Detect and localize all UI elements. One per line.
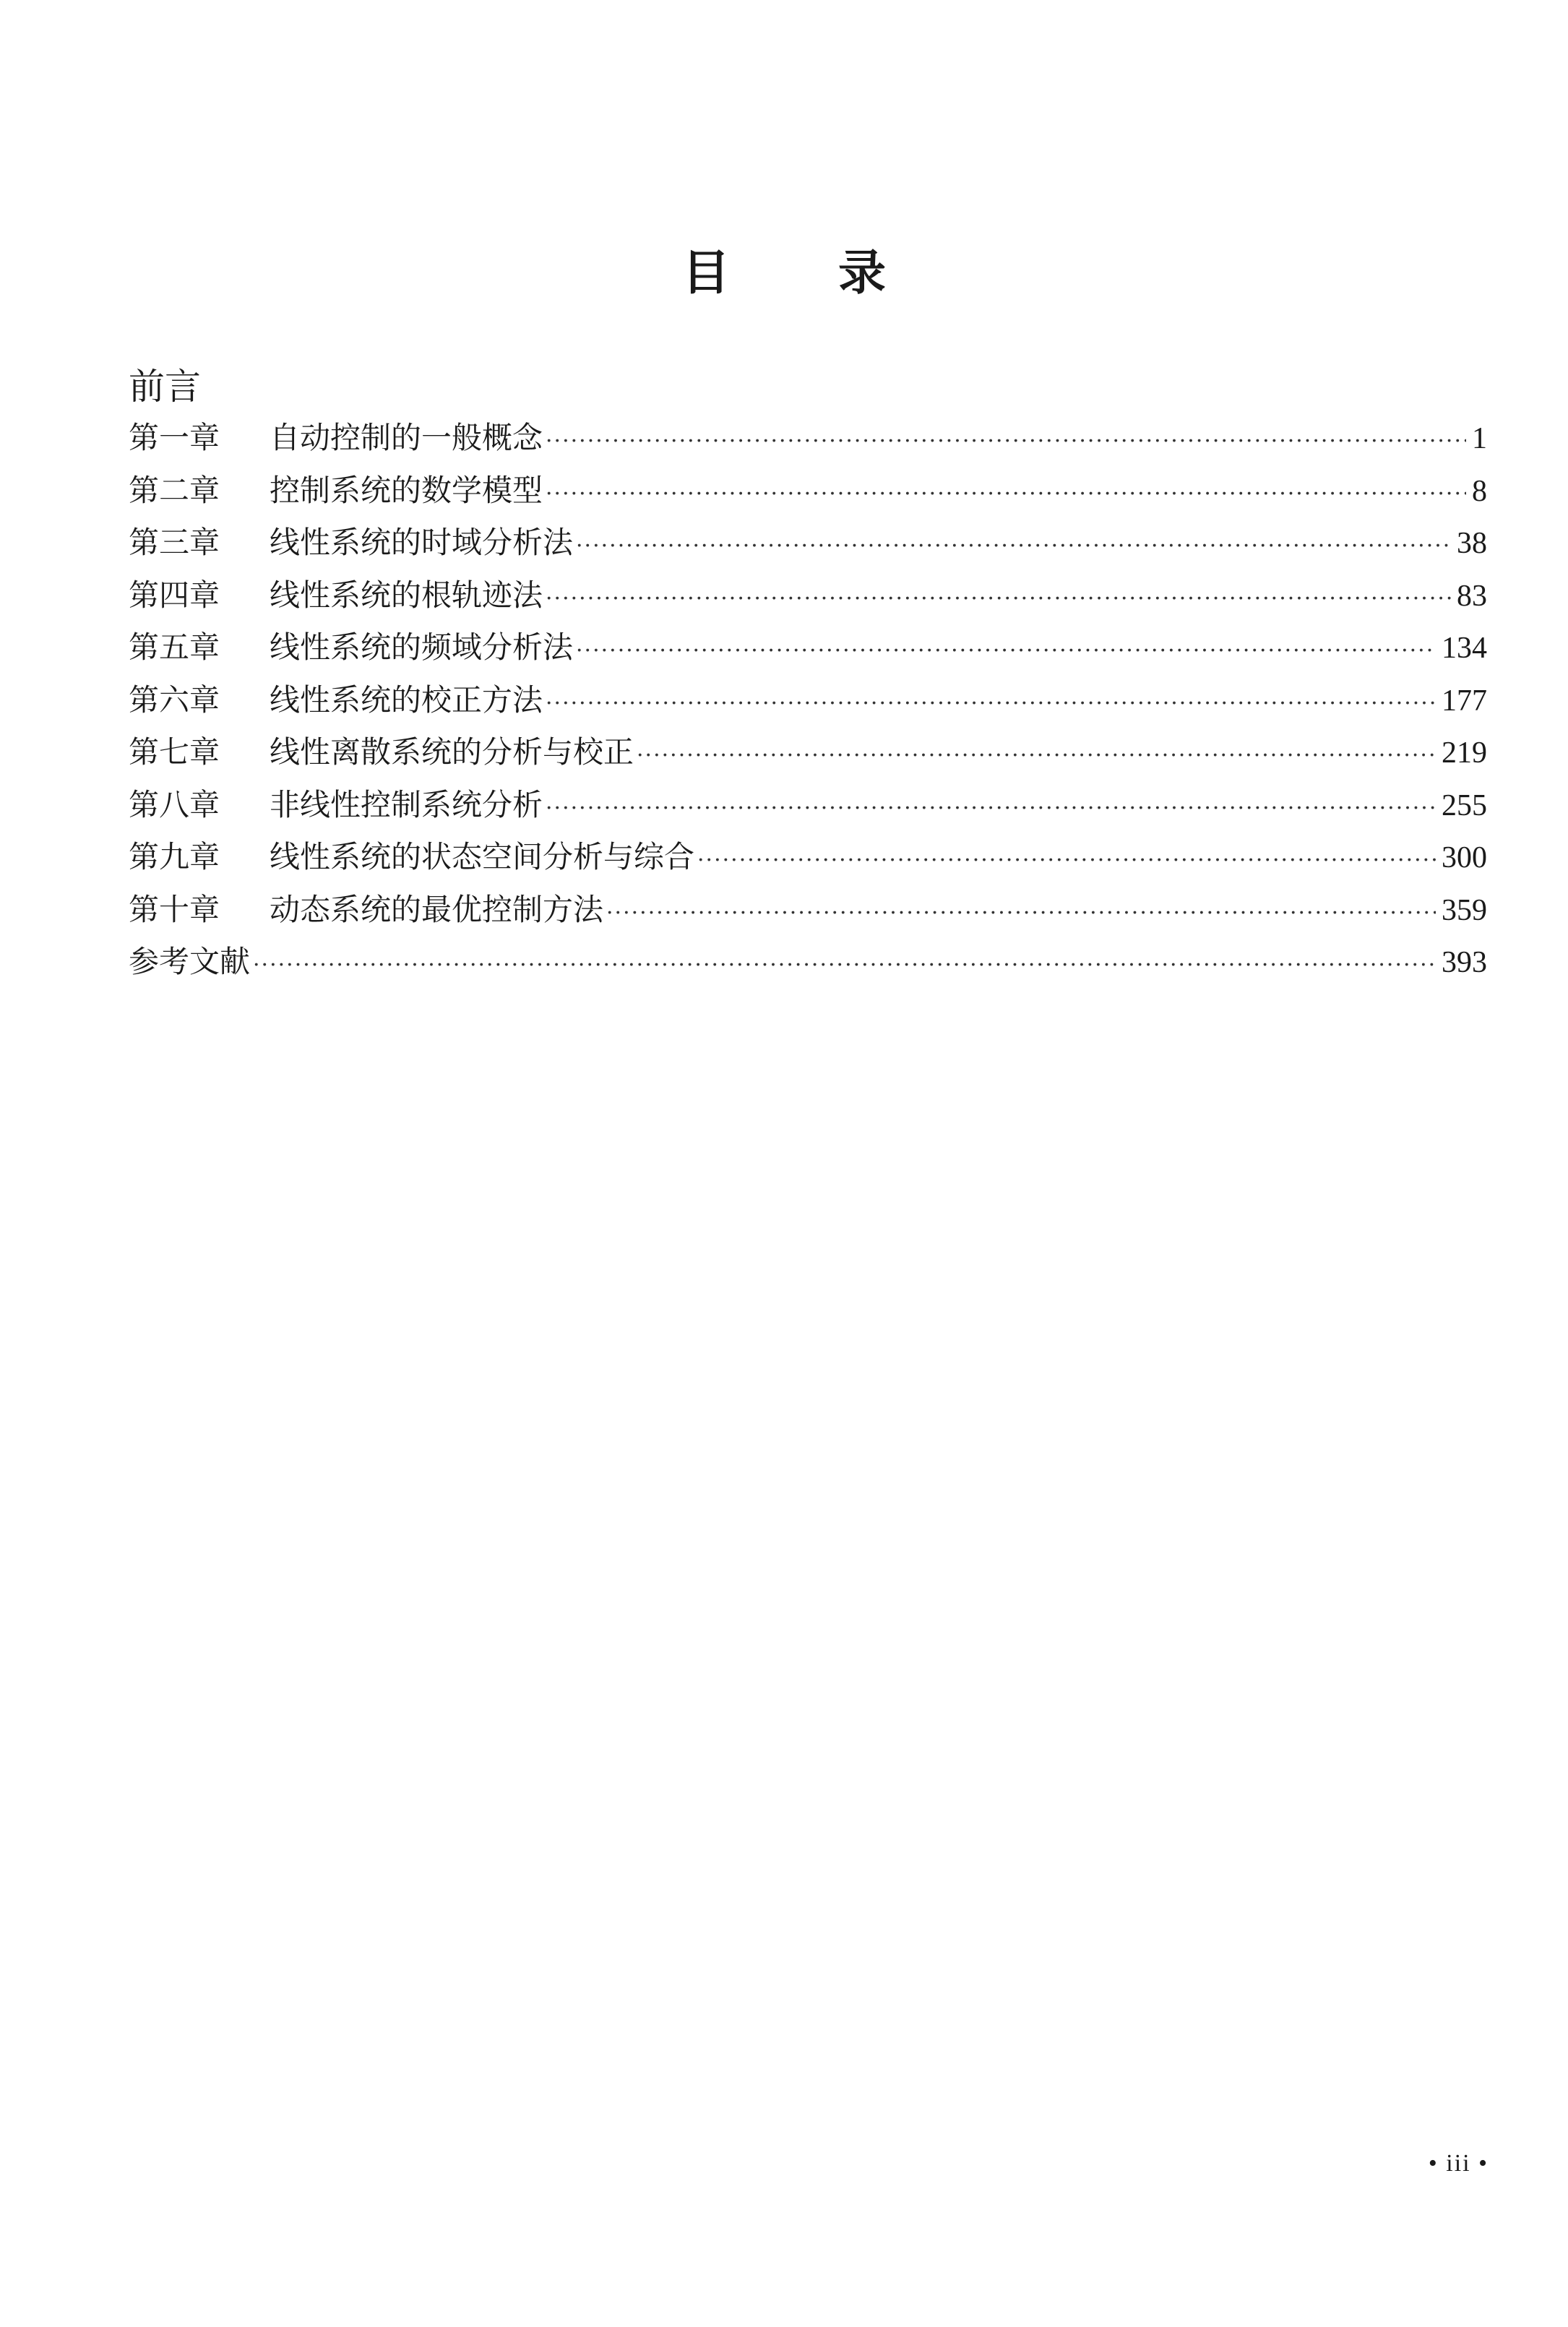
toc-chapter-number: 第六章 bbox=[129, 681, 220, 718]
toc-dot-leader bbox=[546, 693, 1436, 715]
toc-chapter-title: 控制系统的数学模型 bbox=[270, 472, 543, 508]
toc-list bbox=[129, 420, 1487, 999]
toc-chapter-title: 自动控制的一般概念 bbox=[270, 420, 543, 455]
toc-page-number: 177 bbox=[1442, 684, 1487, 718]
toc-chapter-title: 线性系统的时域分析法 bbox=[270, 525, 574, 560]
title-char: 录 bbox=[838, 245, 886, 301]
toc-page-number: 8 bbox=[1472, 474, 1487, 508]
toc-entry[interactable] bbox=[129, 472, 1487, 528]
toc-chapter-title: 线性系统的状态空间分析与综合 bbox=[270, 839, 695, 874]
toc-chapter-title: 线性系统的根轨迹法 bbox=[270, 577, 543, 613]
toc-dot-leader bbox=[546, 483, 1466, 505]
toc-page-number: 255 bbox=[1442, 788, 1487, 822]
toc-page-number: 393 bbox=[1442, 946, 1487, 979]
toc-chapter-number: 第八章 bbox=[129, 786, 220, 822]
toc-entry[interactable] bbox=[129, 839, 1487, 895]
toc-chapter-number: 第五章 bbox=[129, 629, 220, 665]
toc-entry[interactable] bbox=[129, 577, 1487, 633]
toc-dot-leader bbox=[546, 431, 1466, 452]
toc-page-number: 219 bbox=[1442, 736, 1487, 770]
page-folio: • iii • bbox=[1428, 2150, 1489, 2177]
toc-chapter-number: 第十章 bbox=[129, 891, 220, 927]
toc-chapter-title: 线性系统的校正方法 bbox=[270, 681, 543, 718]
toc-dot-leader bbox=[546, 798, 1436, 820]
toc-page-number: 38 bbox=[1457, 527, 1487, 560]
toc-chapter-number: 第三章 bbox=[129, 525, 220, 560]
toc-entry[interactable] bbox=[129, 891, 1487, 947]
toc-dot-leader bbox=[637, 745, 1436, 767]
toc-page-number: 83 bbox=[1457, 579, 1487, 613]
toc-chapter-number: 第二章 bbox=[129, 472, 220, 508]
toc-dot-leader bbox=[253, 955, 1436, 976]
toc-entry[interactable] bbox=[129, 525, 1487, 580]
toc-entry[interactable] bbox=[129, 420, 1487, 476]
page-title bbox=[0, 245, 1568, 301]
toc-dot-leader bbox=[546, 588, 1451, 610]
title-char: 目 bbox=[682, 245, 730, 301]
toc-page-number: 134 bbox=[1442, 632, 1487, 665]
toc-chapter-number: 第七章 bbox=[129, 734, 220, 770]
toc-chapter-title: 线性系统的频域分析法 bbox=[270, 629, 574, 665]
toc-chapter-number: 第九章 bbox=[129, 839, 220, 874]
toc-dot-leader bbox=[606, 903, 1436, 924]
toc-references-title: 参考文献 bbox=[129, 944, 251, 979]
toc-dot-leader bbox=[697, 850, 1436, 872]
toc-entry[interactable] bbox=[129, 681, 1487, 738]
toc-chapter-title: 线性离散系统的分析与校正 bbox=[270, 734, 634, 770]
toc-chapter-number: 第四章 bbox=[129, 577, 220, 613]
toc-page-number: 359 bbox=[1442, 893, 1487, 927]
toc-entry-references[interactable] bbox=[129, 944, 1487, 999]
toc-dot-leader bbox=[576, 640, 1436, 662]
toc-page-number: 300 bbox=[1442, 841, 1487, 874]
toc-chapter-number: 第一章 bbox=[129, 420, 220, 455]
toc-chapter-title: 非线性控制系统分析 bbox=[270, 786, 543, 822]
toc-dot-leader bbox=[576, 535, 1451, 557]
preface-heading[interactable]: 前言 bbox=[129, 366, 201, 408]
toc-page-number: 1 bbox=[1472, 422, 1487, 455]
toc-entry[interactable] bbox=[129, 629, 1487, 685]
toc-entry[interactable] bbox=[129, 734, 1487, 790]
toc-entry[interactable] bbox=[129, 786, 1487, 843]
toc-chapter-title: 动态系统的最优控制方法 bbox=[270, 891, 604, 927]
